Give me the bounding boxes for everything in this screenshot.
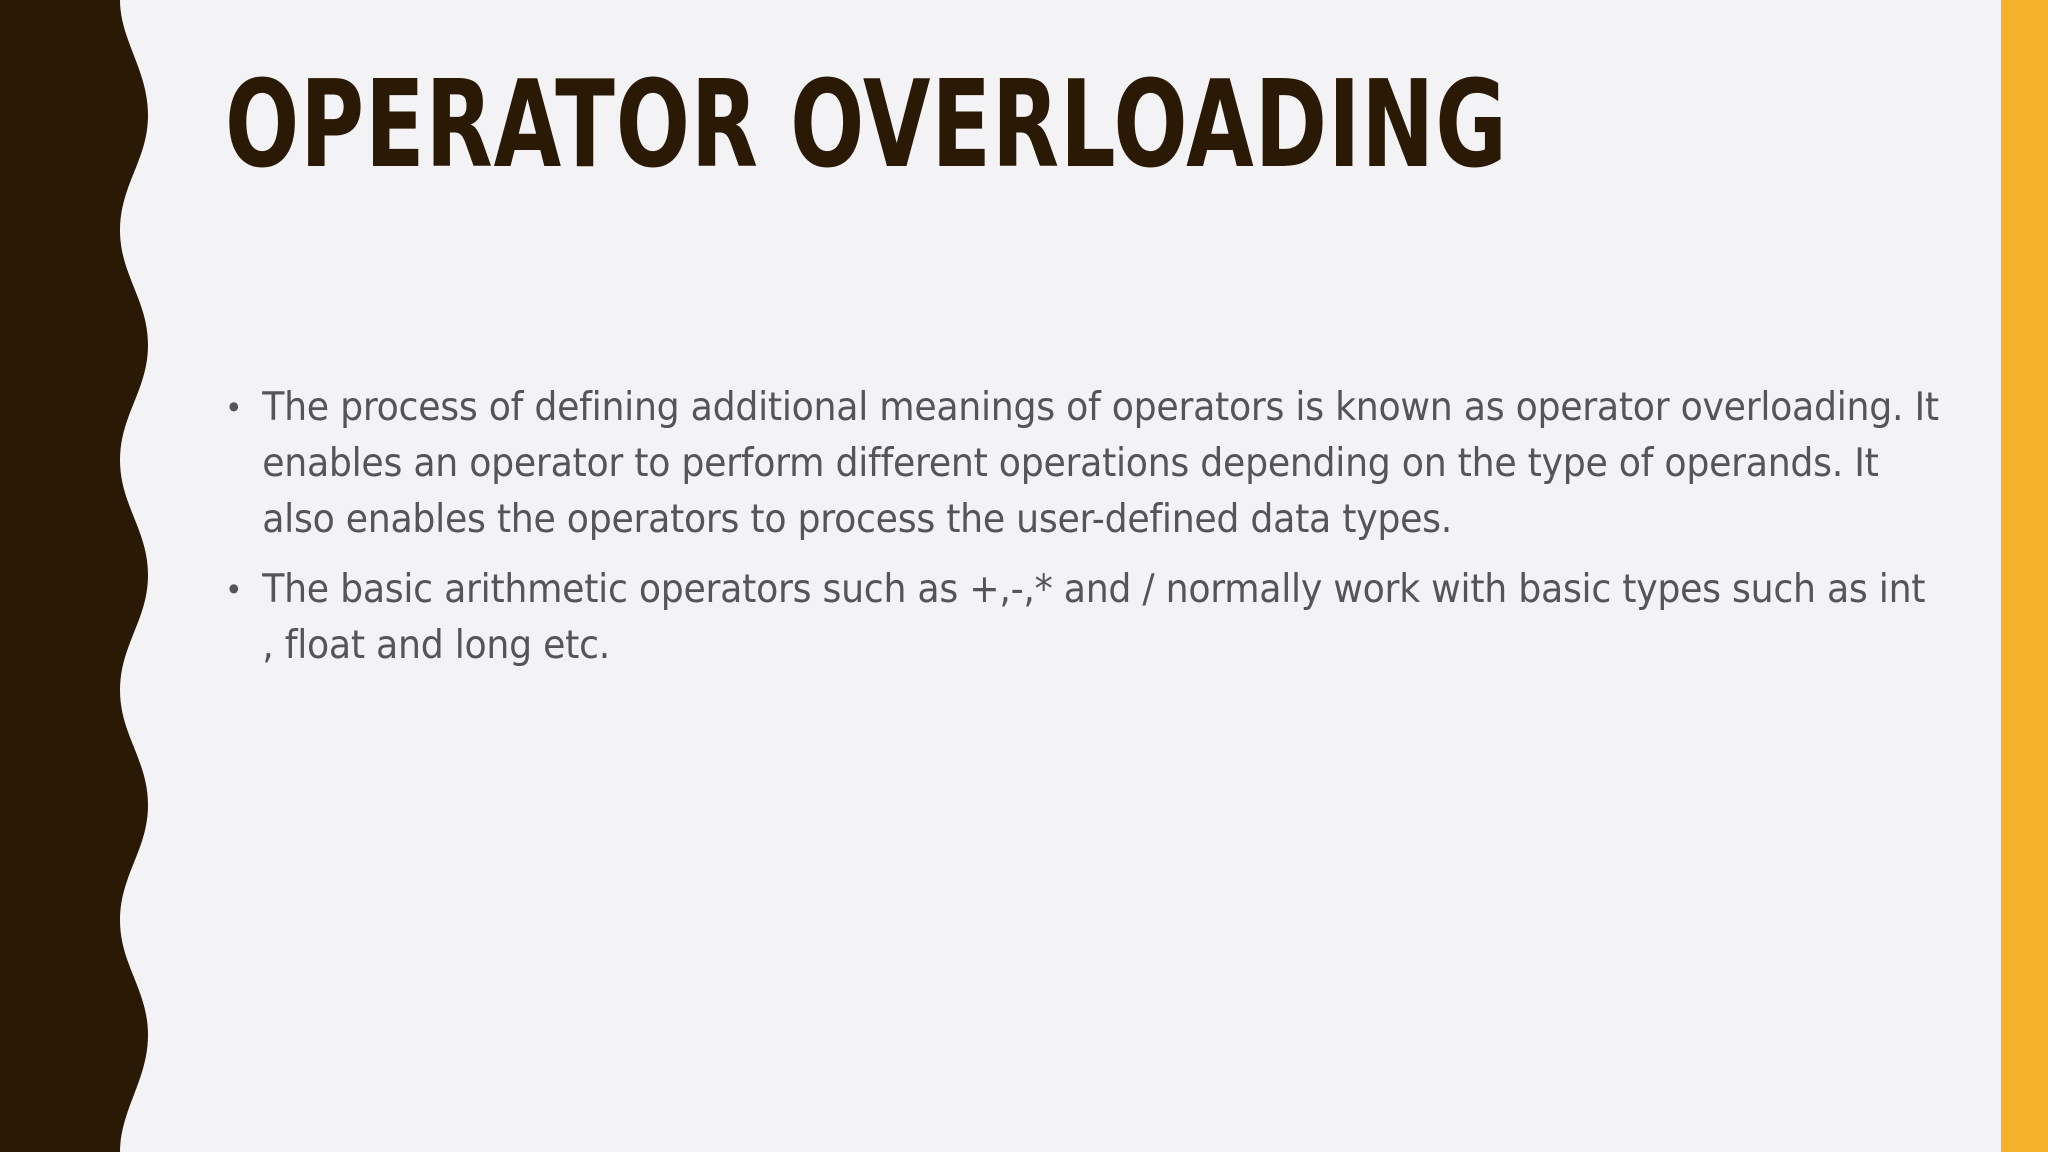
bullet-item bbox=[225, 380, 1942, 548]
slide-title: OPERATOR OVERLOADING bbox=[225, 53, 1508, 196]
right-accent-bar bbox=[2001, 0, 2048, 1152]
bullet-item bbox=[225, 562, 1942, 674]
bullet-text: The process of defining additional meanings of operators is known as operator overloading. It enables an operator to perform different operations depending on the type of operands. It also enables the operators to process the user-defined data types. bbox=[262, 385, 1939, 542]
wavy-left-border bbox=[0, 0, 160, 1152]
bullet-list bbox=[225, 380, 1939, 688]
bullet-marker: • bbox=[225, 389, 243, 427]
bullet-marker: • bbox=[225, 571, 243, 609]
bullet-text: The basic arithmetic operators such as +,-,* and / normally work with basic types such as int , float and long etc. bbox=[262, 567, 1926, 668]
